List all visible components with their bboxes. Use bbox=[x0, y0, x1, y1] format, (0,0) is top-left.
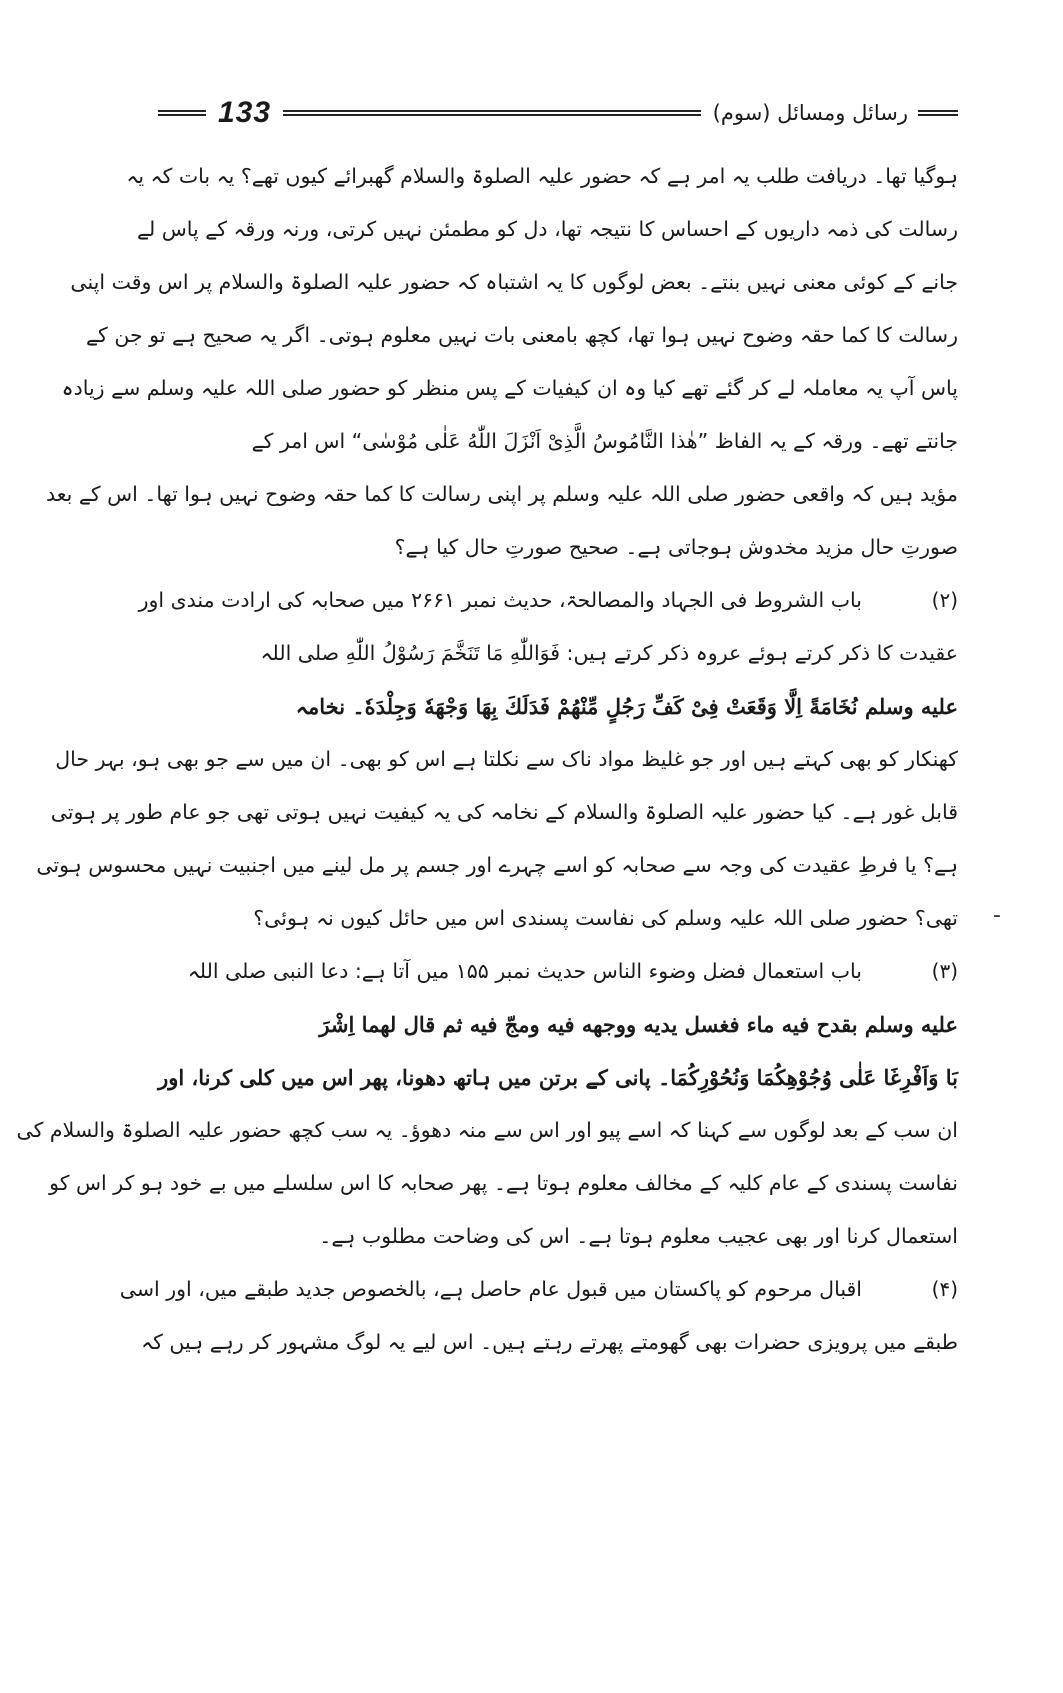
text-segment: باب استعمال فضل وضوء الناس حدیث نمبر ۱۵۵ میں آتا ہے: دعا النبی صلی اللہ bbox=[187, 959, 862, 983]
text-line: ہے؟ یا فرطِ عقیدت کی وجہ سے صحابہ کو اسے چہرے اور جسم پر مل لینے میں اجنبیت نہیں محسوس ہوتی bbox=[36, 853, 958, 877]
paragraph-number: (۳) bbox=[931, 959, 958, 983]
paragraph-4-first-line bbox=[119, 1263, 958, 1316]
text-line: تھی؟ حضور صلی اللہ علیہ وسلم کی نفاست پسندی اس میں حائل کیوں نہ ہوئی؟ bbox=[253, 906, 958, 930]
text-line: طبقے میں پرویزی حضرات بھی گھومتے پھرتے رہتے ہیں۔ اس لیے یہ لوگ مشہور کر رہے ہیں کہ bbox=[141, 1330, 958, 1354]
text-line: کھنکار کو بھی کہتے ہیں اور جو غلیظ مواد ناک سے نکلتا ہے اس کو بھی۔ ان میں سے جو بھی ہو، بہر حال bbox=[55, 747, 958, 771]
text-line: رسالت کا کما حقہ وضوح نہیں ہوا تھا، کچھ بامعنی بات نہیں معلوم ہوتی۔ اگر یہ صحیح ہے تو جن کے bbox=[86, 323, 958, 347]
header-rule-left bbox=[158, 110, 206, 116]
text-line: جانتے تھے۔ ورقہ کے یہ الفاظ ”هٰذا النَّامُوسُ الَّذِیْ اَنْزَلَ اللّٰهُ عَلٰی مُوْسٰی“ اس امر کے bbox=[251, 429, 958, 453]
text-line: نفاست پسندی کے عام کلیہ کے مخالف معلوم ہوتا ہے۔ پھر صحابہ کا اس سلسلے میں بے خود ہو کر اس کو bbox=[49, 1171, 958, 1195]
paragraph-2-first-line bbox=[138, 574, 958, 627]
text-line: ان سب کے بعد لوگوں سے کہنا کہ اسے پیو اور اس سے منہ دھوؤ۔ یہ سب کچھ حضور علیہ الصلوۃ والسلام کی bbox=[16, 1118, 958, 1142]
text-line: پاس آپ یہ معاملہ لے کر گئے تھے کیا وہ ان کیفیات کے پس منظر کو حضور صلی اللہ علیہ وسلم سے زیادہ bbox=[61, 376, 958, 400]
paragraph-number: (۲) bbox=[931, 588, 958, 612]
text-line: مؤید ہیں کہ واقعی حضور صلی اللہ علیہ وسلم پر اپنی رسالت کا کما حقہ وضوح نہیں ہوا تھا۔ اس کے بعد bbox=[45, 482, 958, 506]
page-body bbox=[16, 150, 958, 1369]
paragraph-number: (۴) bbox=[931, 1277, 958, 1301]
text-segment: باب الشروط فی الجہاد والمصالحۃ، حدیث نمبر ۲۶۶۱ میں صحابہ کی ارادت مندی اور bbox=[138, 588, 862, 612]
paragraph-3-first-line bbox=[158, 945, 958, 998]
margin-mark: - bbox=[993, 903, 1001, 928]
book-title: رسائل ومسائل (سوم) bbox=[712, 101, 908, 125]
arabic-text-line: علیه وسلم نُخَامَةً اِلَّا وَقَعَتْ فِیْ كَفِّ رَجُلٍ مِّنْهُمْ فَدَلَكَ بِهَا وَجْهَهٗ وَجِلْدَهٗ۔ نخامہ bbox=[295, 694, 958, 719]
text-segment: اقبال مرحوم کو پاکستان میں قبول عام حاصل ہے، بالخصوص جدید طبقے میں، اور اسی bbox=[119, 1277, 862, 1301]
text-line: صورتِ حال مزید مخدوش ہوجاتی ہے۔ صحیح صورتِ حال کیا ہے؟ bbox=[394, 535, 958, 559]
text-line: استعمال کرنا اور بھی عجیب معلوم ہوتا ہے۔ اس کی وضاحت مطلوب ہے۔ bbox=[319, 1224, 958, 1248]
text-line: جانے کے کوئی معنی نہیں بنتے۔ بعض لوگوں کا یہ اشتباہ کہ حضور علیہ الصلوۃ والسلام پر اس وقت اپنی bbox=[70, 270, 958, 294]
text-line: ہوگیا تھا۔ دریافت طلب یہ امر ہے کہ حضور علیہ الصلوۃ والسلام گھبرائے کیوں تھے؟ یہ بات کہ یہ bbox=[126, 164, 958, 188]
header-rule-middle bbox=[283, 110, 701, 116]
page-header bbox=[158, 92, 958, 134]
page-number: 133 bbox=[218, 96, 272, 129]
text-line: عقیدت کا ذکر کرتے ہوئے عروہ ذکر کرتے ہیں: فَوَاللّٰهِ مَا تَنَخَّمَ رَسُوْلُ اللّٰهِ صلی اللہ bbox=[260, 641, 958, 665]
arabic-text-line: بَا وَاَفْرِغَا عَلٰی وُجُوْهِكُمَا وَنُحُوْرِكُمَا۔ پانی کے برتن میں ہاتھ دھونا، پھر اس میں کلی کرنا، اور bbox=[158, 1065, 958, 1090]
text-line: رسالت کی ذمہ داریوں کے احساس کا نتیجہ تھا، دل کو مطمئن نہیں کرتی، ورنہ ورقہ کے پاس لے bbox=[136, 217, 958, 241]
text-line: قابل غور ہے۔ کیا حضور علیہ الصلوۃ والسلام کے نخامہ کی یہ کیفیت نہیں ہوتی تھی جو عام طور پر ہوتی bbox=[50, 800, 958, 824]
header-rule-right bbox=[918, 110, 958, 116]
arabic-text-line: علیه وسلم بقدح فیه ماء فغسل یدیه ووجهه فیه ومجّ فیه ثم قال لهما اِشْرَ bbox=[319, 1012, 958, 1037]
